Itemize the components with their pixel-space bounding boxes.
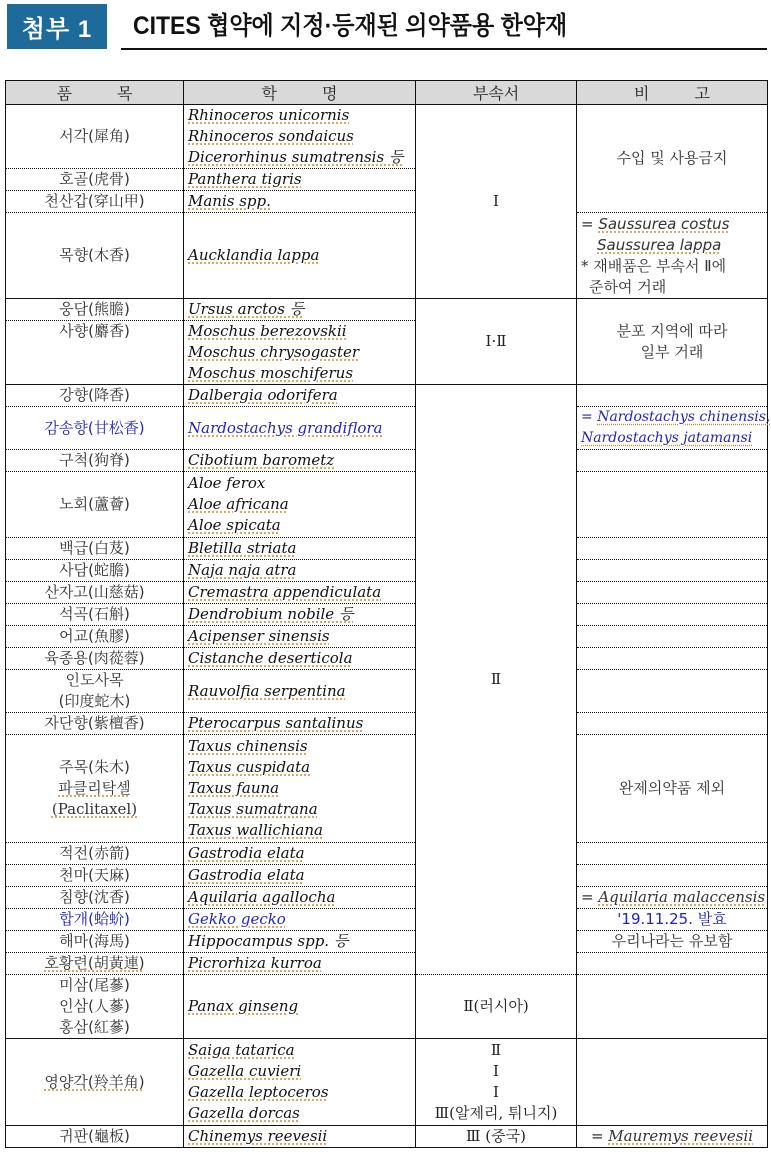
table-row: [6, 604, 768, 626]
column-header-appendix: 부속서: [416, 81, 577, 105]
scientific-name: Chinemys reevesii: [184, 1126, 416, 1148]
remarks-cell: [577, 472, 768, 538]
item-name: 구척(狗脊): [6, 450, 184, 472]
remarks-cell: = Mauremys reevesii: [577, 1126, 768, 1148]
scientific-name: Ursus arctos 등: [184, 299, 416, 321]
table-row: [6, 450, 768, 472]
scientific-name: Naja naja atra: [184, 560, 416, 582]
table-row: [6, 472, 768, 538]
column-header-item: 품 목: [6, 81, 184, 105]
item-name: 사향(麝香): [6, 321, 184, 385]
remarks-cell: [577, 670, 768, 713]
scientific-name: Aloe ferox Aloe africana Aloe spicata: [184, 472, 416, 538]
appendix-cell: Ⅲ (중국): [416, 1126, 577, 1148]
remarks-cell: [577, 953, 768, 975]
attachment-badge: 첨부 1: [7, 4, 107, 49]
remarks-cell: [577, 713, 768, 735]
scientific-name: Gekko gecko: [184, 909, 416, 931]
item-name: 강향(降香): [6, 385, 184, 407]
item-name: 영양각(羚羊角): [6, 1039, 184, 1126]
remarks-cell: 우리나라는 유보함: [577, 931, 768, 953]
scientific-name: Panthera tigris: [184, 169, 416, 191]
table-row: [6, 713, 768, 735]
page-header: [0, 0, 771, 60]
scientific-name: Taxus chinensis Taxus cuspidata Taxus fauna Taxus sumatrana Taxus wallichiana: [184, 735, 416, 843]
cites-herbal-table: [5, 80, 771, 1148]
scientific-name: Dalbergia odorifera: [184, 385, 416, 407]
table-header-row: [6, 81, 768, 105]
remarks-cell: [577, 582, 768, 604]
remarks-cell: = Saussurea costus Saussurea lappa * 재배품은 부속서 Ⅱ에 준하여 거래: [577, 213, 768, 299]
item-name: 합개(蛤蚧): [6, 909, 184, 931]
table-row: [6, 909, 768, 931]
table-row: [6, 887, 768, 909]
scientific-name: Gastrodia elata: [184, 865, 416, 887]
remarks-cell: [577, 843, 768, 865]
scientific-name: Cibotium barometz: [184, 450, 416, 472]
title-underline: [121, 48, 767, 50]
table-row: [6, 735, 768, 843]
scientific-name: Cremastra appendiculata: [184, 582, 416, 604]
column-header-remarks: 비 고: [577, 81, 768, 105]
item-name: 백급(白芨): [6, 538, 184, 560]
item-name: 사담(蛇膽): [6, 560, 184, 582]
remarks-cell: [577, 975, 768, 1039]
remarks-cell: [577, 604, 768, 626]
item-name: 노회(蘆薈): [6, 472, 184, 538]
scientific-name: Panax ginseng: [184, 975, 416, 1039]
appendix-cell: Ⅰ: [416, 105, 577, 299]
remarks-cell: = Nardostachys chinensis, Nardostachys jatamansi: [577, 407, 768, 450]
remarks-cell: = Aquilaria malaccensis: [577, 887, 768, 909]
scientific-name: Rhinoceros unicornis Rhinoceros sondaicus Dicerorhinus sumatrensis 등: [184, 105, 416, 169]
remarks-cell: [577, 450, 768, 472]
scientific-name: Cistanche deserticola: [184, 648, 416, 670]
table-row: [6, 538, 768, 560]
appendix-cell: Ⅰ·Ⅱ: [416, 299, 577, 385]
scientific-name: Acipenser sinensis: [184, 626, 416, 648]
scientific-name: Rauvolfia serpentina: [184, 670, 416, 713]
remarks-cell: [577, 865, 768, 887]
scientific-name: Manis spp.: [184, 191, 416, 213]
table-row: [6, 213, 768, 299]
remarks-cell: [577, 560, 768, 582]
item-name: 적전(赤箭): [6, 843, 184, 865]
table-row: [6, 626, 768, 648]
scientific-name: Picrorhiza kurroa: [184, 953, 416, 975]
table-row: [6, 560, 768, 582]
item-name: 목향(木香): [6, 213, 184, 299]
table-row: [6, 931, 768, 953]
appendix-cell: Ⅱ(러시아): [416, 975, 577, 1039]
table-row: [6, 1039, 768, 1126]
item-name: 서각(犀角): [6, 105, 184, 169]
table-row: [6, 582, 768, 604]
item-name: 해마(海馬): [6, 931, 184, 953]
page-title: CITES 협약에 지정·등재된 의약품용 한약재: [133, 12, 568, 40]
scientific-name: Nardostachys grandiflora: [184, 407, 416, 450]
remarks-cell: '19.11.25. 발효: [577, 909, 768, 931]
scientific-name: Dendrobium nobile 등: [184, 604, 416, 626]
remarks-cell: [577, 1039, 768, 1126]
item-name: 주목(朱木) 파클리탁셀 (Paclitaxel): [6, 735, 184, 843]
table-row: [6, 1126, 768, 1148]
scientific-name: Gastrodia elata: [184, 843, 416, 865]
scientific-name: Hippocampus spp. 등: [184, 931, 416, 953]
item-name: 천산갑(穿山甲): [6, 191, 184, 213]
remarks-cell: [577, 648, 768, 670]
table-row: [6, 843, 768, 865]
remarks-cell: [577, 538, 768, 560]
item-name: 미삼(尾蔘) 인삼(人蔘) 홍삼(紅蔘): [6, 975, 184, 1039]
scientific-name: Saiga tatarica Gazella cuvieri Gazella leptoceros Gazella dorcas: [184, 1039, 416, 1126]
table-row: [6, 670, 768, 713]
remarks-cell: 분포 지역에 따라 일부 거래: [577, 299, 768, 385]
item-name: 호황련(胡黃連): [6, 953, 184, 975]
item-name: 웅담(熊膽): [6, 299, 184, 321]
table-row: [6, 865, 768, 887]
item-name: 자단향(紫檀香): [6, 713, 184, 735]
item-name: 인도사목 (印度蛇木): [6, 670, 184, 713]
item-name: 귀판(龜板): [6, 1126, 184, 1148]
table-row: [6, 407, 768, 450]
item-name: 침향(沈香): [6, 887, 184, 909]
remarks-cell: [577, 626, 768, 648]
item-name: 어교(魚膠): [6, 626, 184, 648]
scientific-name: Aucklandia lappa: [184, 213, 416, 299]
item-name: 천마(天麻): [6, 865, 184, 887]
appendix-cell: Ⅱ Ⅰ Ⅰ Ⅲ(알제리, 튀니지): [416, 1039, 577, 1126]
item-name: 감송향(甘松香): [6, 407, 184, 450]
appendix-cell: Ⅱ: [416, 385, 577, 975]
table-row: [6, 975, 768, 1039]
scientific-name: Moschus berezovskii Moschus chrysogaster Moschus moschiferus: [184, 321, 416, 385]
item-name: 호골(虎骨): [6, 169, 184, 191]
item-name: 산자고(山慈菇): [6, 582, 184, 604]
table-row: [6, 953, 768, 975]
scientific-name: Aquilaria agallocha: [184, 887, 416, 909]
remarks-cell: [577, 385, 768, 407]
table-row: [6, 648, 768, 670]
item-name: 석곡(石斛): [6, 604, 184, 626]
table-row: [6, 105, 768, 169]
remarks-cell: 완제의약품 제외: [577, 735, 768, 843]
table-row: [6, 299, 768, 321]
scientific-name: Bletilla striata: [184, 538, 416, 560]
remarks-cell: 수입 및 사용금지: [577, 105, 768, 213]
scientific-name: Pterocarpus santalinus: [184, 713, 416, 735]
item-name: 육종용(肉蓯蓉): [6, 648, 184, 670]
table-row: [6, 385, 768, 407]
column-header-scientific-name: 학 명: [184, 81, 416, 105]
